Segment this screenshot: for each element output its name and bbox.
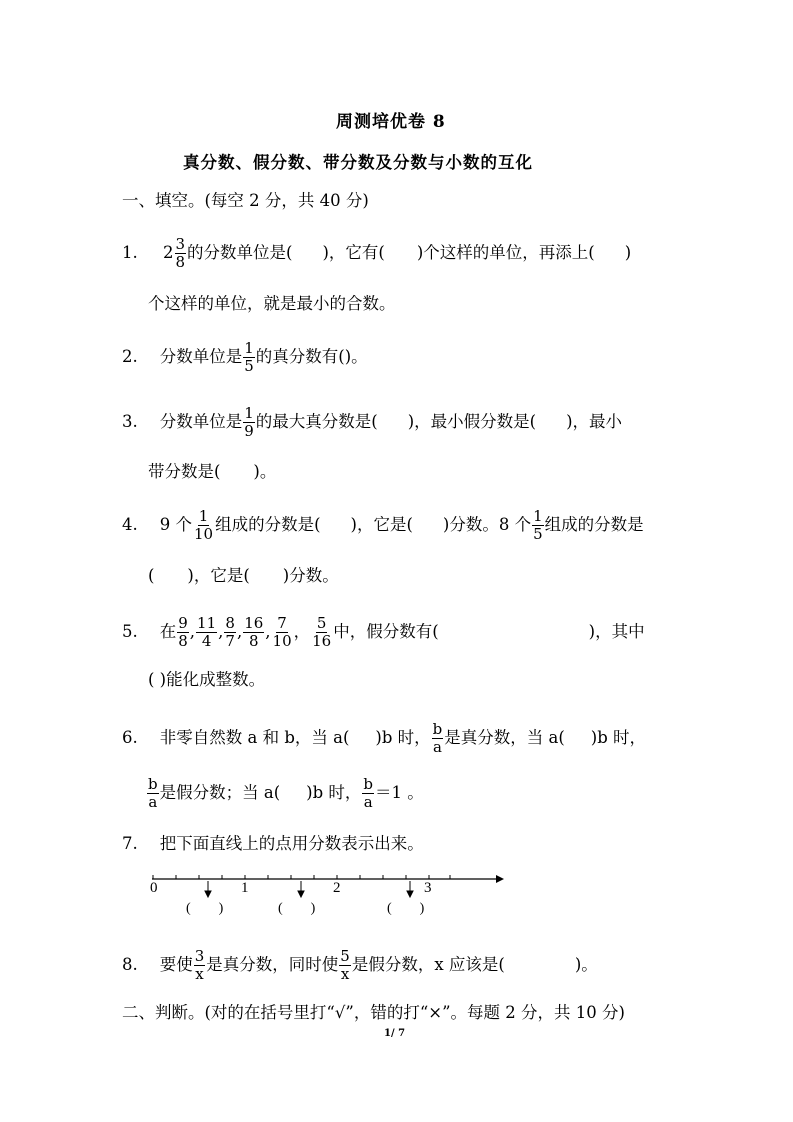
fraction: $\frac{1}{10}$ xyxy=(194,507,214,543)
question-3: 3. 分数单位是 $\frac{1}{9}$ 的最大真分数是( )，最小假分数是( )，最小 xyxy=(122,404,623,440)
page-title: 周测培优卷 8 xyxy=(336,112,446,132)
tick-label-1: 1 xyxy=(241,880,249,896)
fraction: $\frac{9}{8}$ xyxy=(178,614,188,650)
tick-label-0: 0 xyxy=(150,880,158,896)
fraction: $\frac{7}{10}$ xyxy=(272,614,292,650)
section-fill-blank-heading: 一、填空。(每空 2 分，共 40 分) xyxy=(122,191,369,210)
fraction: $\frac{16}{8}$ xyxy=(244,614,264,650)
question-6: 6. 非零自然数 a 和 b，当 a( )b 时， $\frac{b}{a}$ 是真分数，当 a( )b 时， xyxy=(122,720,647,756)
fraction: $\frac{1}{5}$ xyxy=(244,339,254,375)
fraction: $\frac{3}{8}$ xyxy=(175,235,186,271)
question-4-line2: ( )，它是( )分数。 xyxy=(148,566,339,585)
question-3-line2: 带分数是( )。 xyxy=(148,462,277,481)
question-5: 5. 在 $\frac{9}{8}$ , $\frac{11}{4}$ , $\frac{8}{7}$ , $\frac{16}{8}$ , $\frac{7}{10}$ ， $\frac{5}{16}$ 中，假分数有( )，其中 xyxy=(122,614,645,650)
tick-label-2: 2 xyxy=(333,880,341,896)
fraction: $\frac{1}{9}$ xyxy=(244,404,254,440)
fraction: $\frac{5}{x}$ xyxy=(340,947,350,983)
answer-paren: ( ) xyxy=(278,901,316,916)
question-7: 7. 把下面直线上的点用分数表示出来。 xyxy=(122,834,424,853)
fraction: $\frac{5}{16}$ xyxy=(312,614,332,650)
fraction: $\frac{1}{5}$ xyxy=(533,507,543,543)
question-4: 4. 9 个 $\frac{1}{10}$ 组成的分数是( )，它是( )分数。8 个 $\frac{1}{5}$ 组成的分数是 xyxy=(122,507,644,543)
arrow-head-icon xyxy=(496,875,504,883)
down-arrow-icon xyxy=(205,881,413,897)
question-6-line2: $\frac{b}{a}$ 是假分数；当 a( )b 时， $\frac{b}{a}$ ＝1 。 xyxy=(148,775,424,811)
question-5-line2: ( )能化成整数。 xyxy=(148,670,266,689)
answer-paren: ( ) xyxy=(387,901,425,916)
question-1: 1. 2 $\frac{3}{8}$ 的分数单位是( )，它有( )个这样的单位，再添上( ) xyxy=(122,235,632,271)
page-number: 1/ 7 xyxy=(384,1028,406,1039)
fraction: $\frac{b}{a}$ xyxy=(432,720,443,756)
fraction: $\frac{8}{7}$ xyxy=(225,614,235,650)
tick-label-3: 3 xyxy=(424,880,432,896)
mixed-whole: 2 xyxy=(163,243,174,262)
fraction: $\frac{11}{4}$ xyxy=(197,614,217,650)
question-8: 8. 要使 $\frac{3}{x}$ 是真分数，同时使 $\frac{5}{x}$ 是假分数，x 应该是( )。 xyxy=(122,947,598,983)
number-line xyxy=(140,866,520,918)
fraction: $\frac{b}{a}$ xyxy=(148,775,158,811)
question-number: 1. xyxy=(122,243,138,262)
question-1-line2: 个这样的单位，就是最小的合数。 xyxy=(148,294,396,313)
fraction: $\frac{3}{x}$ xyxy=(194,947,205,983)
fraction: $\frac{b}{a}$ xyxy=(363,775,373,811)
page-subtitle: 真分数、假分数、带分数及分数与小数的互化 xyxy=(183,153,533,172)
question-2: 2. 分数单位是 $\frac{1}{5}$ 的真分数有()。 xyxy=(122,339,368,375)
answer-paren: ( ) xyxy=(186,901,224,916)
section-judgment-heading: 二、判断。(对的在括号里打“√”，错的打“×”。每题 2 分，共 10 分) xyxy=(122,1003,625,1022)
